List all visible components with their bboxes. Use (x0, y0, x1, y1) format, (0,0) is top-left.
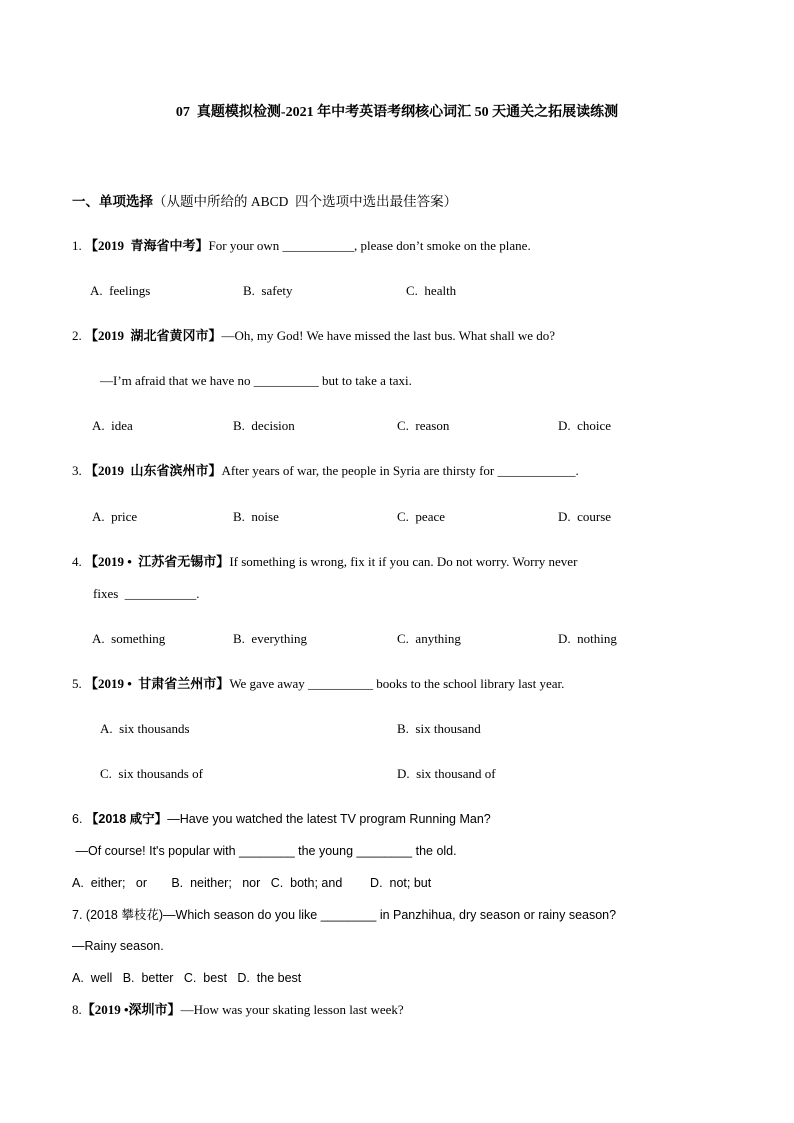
question-source: 【2018 咸宁】 (85, 812, 168, 826)
question-source: 【2019 •深圳市】 (81, 1002, 181, 1017)
option-a[interactable]: A. feelings (90, 283, 151, 298)
option-b[interactable]: B. safety (243, 283, 293, 298)
question-3 (72, 463, 579, 479)
option-a[interactable]: A. something (92, 631, 166, 646)
option-a[interactable]: A. idea (92, 418, 133, 433)
option-b[interactable]: B. noise (233, 509, 279, 524)
question-number: 4. (72, 554, 85, 569)
option-d[interactable]: D. six thousand of (397, 766, 496, 781)
options-line[interactable]: A. either; or B. neither; nor C. both; and D. not; but (72, 876, 432, 890)
option-d[interactable]: D. choice (558, 418, 612, 433)
question-4 (72, 554, 577, 570)
option-c[interactable]: C. health (406, 283, 457, 298)
question-source: 【2019 • 江苏省无锡市】 (85, 554, 230, 569)
option-d[interactable]: D. nothing (558, 631, 617, 646)
question-number: 1. (72, 238, 85, 253)
document-title: 07 真题模拟检测-2021 年中考英语考纲核心词汇 50 天通关之拓展读练测 (175, 105, 619, 120)
section-heading-label: 一、单项选择 (72, 194, 153, 209)
question-text-continued: —I’m afraid that we have no __________ but to take a taxi. (100, 373, 412, 388)
option-c[interactable]: C. reason (397, 418, 450, 433)
question-1 (72, 238, 531, 254)
question-number: 7. (72, 908, 86, 922)
question-7 (72, 907, 616, 923)
option-a[interactable]: A. price (92, 509, 138, 524)
question-number: 8. (72, 1002, 82, 1017)
question-source: 【2019 山东省滨州市】 (85, 463, 222, 478)
question-text-continued: fixes ___________. (93, 586, 200, 601)
question-text: —Which season do you like ________ in Panzhihua, dry season or rainy season? (163, 908, 617, 922)
question-source: 【2019 湖北省黄冈市】 (85, 328, 222, 343)
question-text: After years of war, the people in Syria are thirsty for ____________. (221, 463, 579, 478)
option-c[interactable]: C. anything (397, 631, 461, 646)
option-b[interactable]: B. everything (233, 631, 308, 646)
option-c[interactable]: C. six thousands of (100, 766, 203, 781)
question-text: —Have you watched the latest TV program Running Man? (167, 812, 491, 826)
question-text: We gave away __________ books to the school library last year. (229, 676, 565, 691)
question-number: 5. (72, 676, 85, 691)
options-line[interactable]: A. well B. better C. best D. the best (72, 971, 302, 985)
option-c[interactable]: C. peace (397, 509, 446, 524)
section-heading (72, 193, 457, 211)
section-heading-note: （从题中所给的 ABCD 四个选项中选出最佳答案） (153, 194, 458, 209)
question-text: If something is wrong, fix it if you can. Do not worry. Worry never (229, 554, 578, 569)
option-b[interactable]: B. decision (233, 418, 295, 433)
question-source: (2018 攀枝花) (85, 908, 164, 922)
question-6 (72, 811, 491, 827)
question-text-continued: —Of course! It's popular with ________ the young ________ the old. (72, 844, 457, 858)
question-5 (72, 676, 564, 692)
question-number: 6. (72, 812, 86, 826)
question-text: —How was your skating lesson last week? (180, 1002, 404, 1017)
question-source: 【2019 青海省中考】 (85, 238, 209, 253)
question-2 (72, 328, 555, 344)
question-text: For your own ___________, please don’t smoke on the plane. (208, 238, 531, 253)
option-b[interactable]: B. six thousand (397, 721, 481, 736)
option-d[interactable]: D. course (558, 509, 612, 524)
question-number: 2. (72, 328, 85, 343)
question-source: 【2019 • 甘肃省兰州市】 (85, 676, 230, 691)
question-text-continued: —Rainy season. (72, 939, 164, 953)
question-number: 3. (72, 463, 85, 478)
question-8 (72, 1002, 404, 1018)
option-a[interactable]: A. six thousands (100, 721, 190, 736)
question-text: —Oh, my God! We have missed the last bus. What shall we do? (221, 328, 556, 343)
